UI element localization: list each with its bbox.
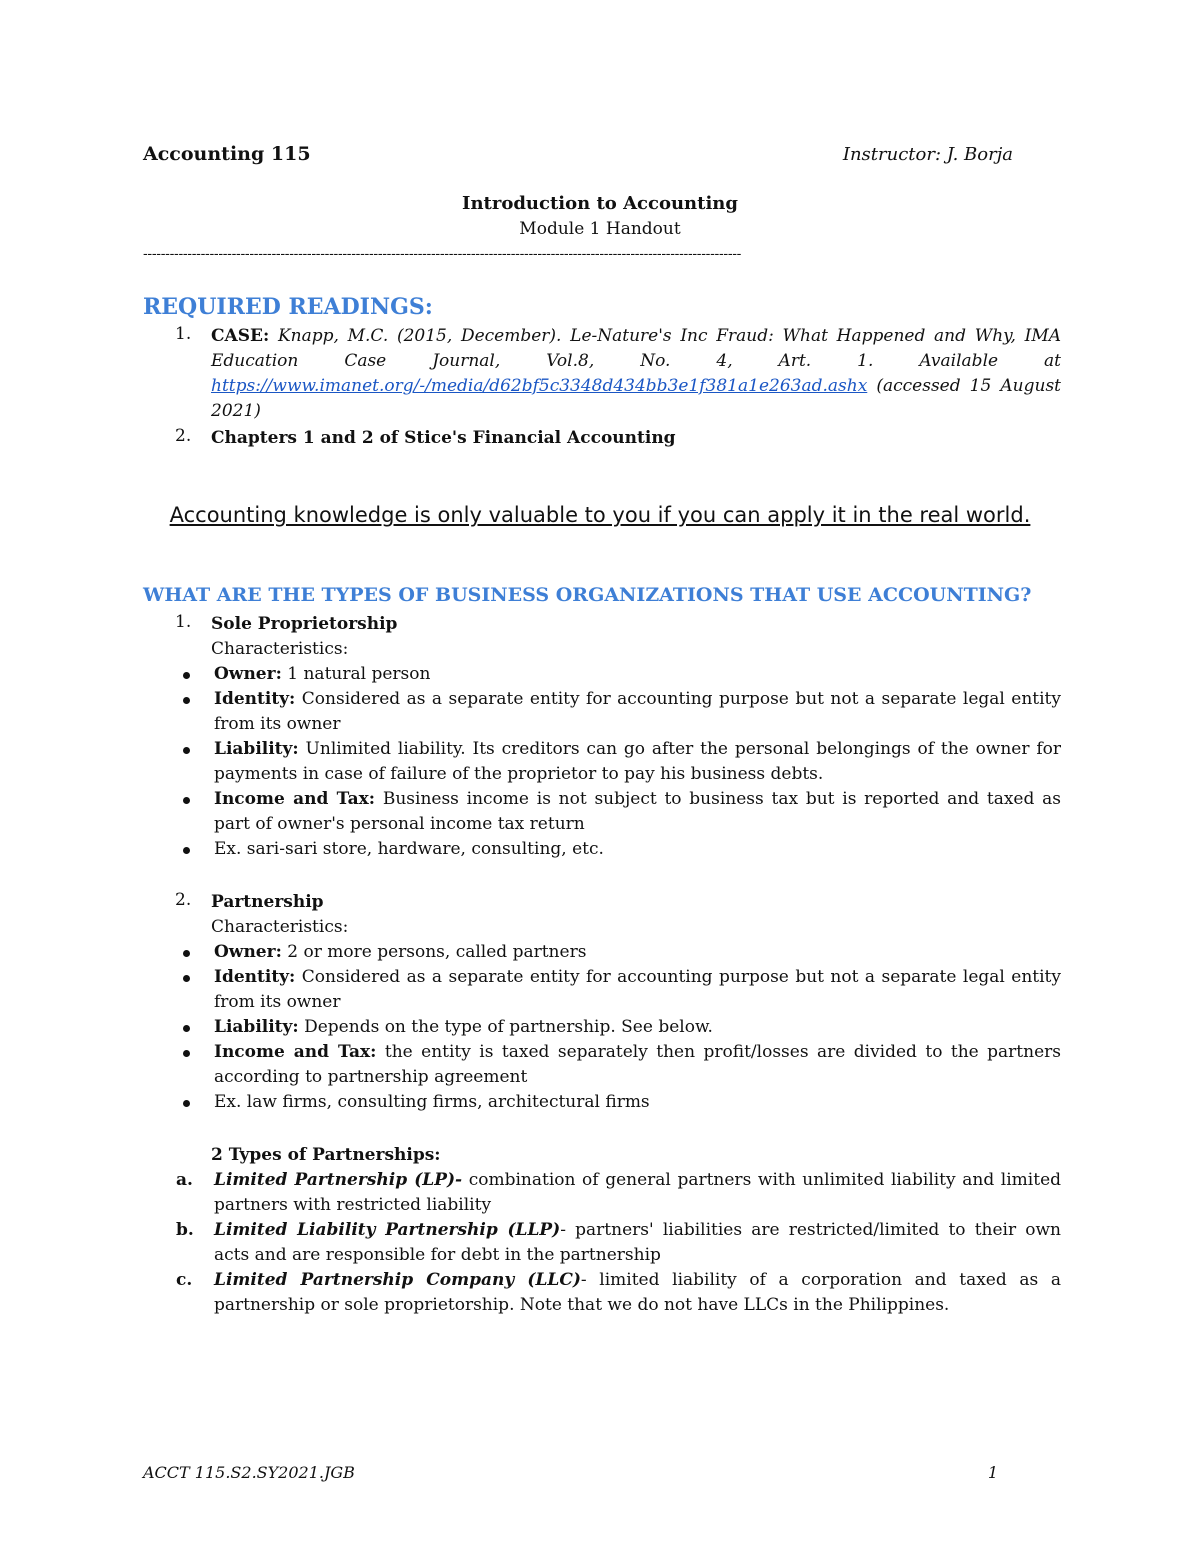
divider-line: ---------------------------------------------------------------------------------------------------------------------------------------: [143, 246, 742, 262]
bullet-label: Income and Tax:: [214, 789, 376, 809]
reading-accessed: (accessed 15 August 2021): [211, 376, 1061, 421]
bullet-label: Income and Tax:: [214, 1042, 377, 1062]
partnership-type-item: [143, 1218, 1061, 1268]
bullet-icon: [183, 975, 190, 982]
sole-characteristics-list: [143, 662, 1061, 862]
item-text: - limited liability of a corporation and taxed as a partnership or sole proprietorship. Note that we do not have LLCs in the Philippines.: [214, 1270, 1061, 1315]
bullet-icon: [183, 697, 190, 704]
bullet-text: Considered as a separate entity for accounting purpose but not a separate legal entity from its owner: [214, 689, 1061, 734]
bullet-label: Identity:: [214, 689, 296, 709]
required-readings-heading: REQUIRED READINGS:: [143, 294, 433, 320]
tagline: Accounting knowledge is only valuable to you if you can apply it in the real world.: [169, 503, 1031, 527]
bullet-item: [143, 687, 1061, 737]
partnership-type-item: [143, 1268, 1061, 1318]
bullet-item: [143, 1015, 1061, 1040]
bullet-icon: [183, 950, 190, 957]
bullet-text: 2 or more persons, called partners: [281, 942, 587, 962]
bullet-item: [143, 662, 1061, 687]
business-type-partnership: [143, 890, 1061, 1115]
bullet-icon: [183, 672, 190, 679]
bullet-label: Liability:: [214, 1017, 299, 1037]
business-type-sole: [143, 612, 1061, 862]
bullet-icon: [183, 797, 190, 804]
partnership-characteristics-list: [143, 940, 1061, 1115]
bullet-item: [143, 940, 1061, 965]
type-name: Sole Proprietorship: [211, 614, 398, 634]
handout-subtitle: Module 1 Handout: [519, 219, 681, 239]
item-text: - partners' liabilities are restricted/limited to their own acts and are responsible for debt in the partnership: [214, 1220, 1062, 1265]
partnership-types-section: [143, 1143, 1061, 1318]
bullet-icon: [183, 1050, 190, 1057]
item-term: Limited Liability Partnership (LLP): [214, 1220, 561, 1240]
bullet-text: the entity is taxed separately then profit/losses are divided to the partners according to partnership agreement: [214, 1042, 1061, 1087]
footer-code: ACCT 115.S2.SY2021.JGB: [143, 1463, 355, 1482]
bullet-icon: [183, 747, 190, 754]
bullet-label: Liability:: [214, 739, 299, 759]
reading-number: 1.: [175, 324, 192, 344]
bullet-text: Unlimited liability. Its creditors can go after the personal belongings of the owner for payments in case of failure of the proprietor to pay his business debts.: [214, 739, 1061, 784]
bullet-label: Identity:: [214, 967, 296, 987]
handout-title: Introduction to Accounting: [462, 193, 738, 214]
reading-number: 2.: [175, 426, 192, 446]
reading-label: CASE:: [211, 326, 270, 346]
partnership-types-heading: 2 Types of Partnerships:: [211, 1145, 441, 1165]
bullet-text: Considered as a separate entity for accounting purpose but not a separate legal entity from its owner: [214, 967, 1061, 1012]
bullet-icon: [183, 847, 190, 854]
reading-citation: Knapp, M.C. (2015, December). Le-Nature's Inc Fraud: What Happened and Why, IMA Education Case Journal, Vol.8, No. 4, Art. 1. Available at: [211, 326, 1061, 371]
characteristics-label: Characteristics:: [211, 639, 349, 659]
instructor-name: Instructor: J. Borja: [842, 144, 1013, 165]
partnership-type-item: [143, 1168, 1061, 1218]
item-letter: b.: [176, 1220, 194, 1240]
reading-text: Chapters 1 and 2 of Stice's Financial Accounting: [211, 428, 676, 448]
item-text: combination of general partners with unlimited liability and limited partners with restricted liability: [214, 1170, 1062, 1215]
bullet-label: Owner:: [214, 942, 282, 962]
type-number: 2.: [175, 890, 192, 910]
bullet-item: [143, 965, 1061, 1015]
bullet-item: [143, 737, 1061, 787]
bullet-item: [143, 1090, 1061, 1115]
bullet-item: [143, 837, 1061, 862]
bullet-text: Ex. sari-sari store, hardware, consulting, etc.: [214, 839, 604, 859]
bullet-icon: [183, 1100, 190, 1107]
type-name: Partnership: [211, 892, 324, 912]
page-number: 1: [987, 1463, 998, 1482]
bullet-item: [143, 787, 1061, 837]
bullet-text: Ex. law firms, consulting firms, architectural firms: [214, 1092, 650, 1112]
course-name: Accounting 115: [143, 143, 311, 165]
reading-link[interactable]: https://www.imanet.org/-/media/d62bf5c3348d434bb3e1f381a1e263ad.ashx: [211, 376, 868, 396]
item-term: Limited Partnership Company (LLC): [214, 1270, 581, 1290]
bullet-label: Owner:: [214, 664, 282, 684]
partnership-types-list: [143, 1168, 1061, 1318]
readings-list: [143, 324, 1061, 451]
item-letter: a.: [176, 1170, 193, 1190]
type-number: 1.: [175, 612, 192, 632]
characteristics-label: Characteristics:: [211, 917, 349, 937]
item-letter: c.: [176, 1270, 193, 1290]
reading-item-2: [143, 426, 1061, 451]
reading-item-1: [143, 324, 1061, 424]
bullet-text: 1 natural person: [281, 664, 431, 684]
bullet-text: Business income is not subject to business tax but is reported and taxed as part of owner's personal income tax return: [214, 789, 1061, 834]
bullet-text: Depends on the type of partnership. See below.: [298, 1017, 713, 1037]
reading-citation-block: [211, 324, 1061, 424]
bullet-item: [143, 1040, 1061, 1090]
business-types-heading: WHAT ARE THE TYPES OF BUSINESS ORGANIZATIONS THAT USE ACCOUNTING?: [143, 584, 1032, 606]
bullet-icon: [183, 1025, 190, 1032]
item-term: Limited Partnership (LP)-: [214, 1170, 463, 1190]
